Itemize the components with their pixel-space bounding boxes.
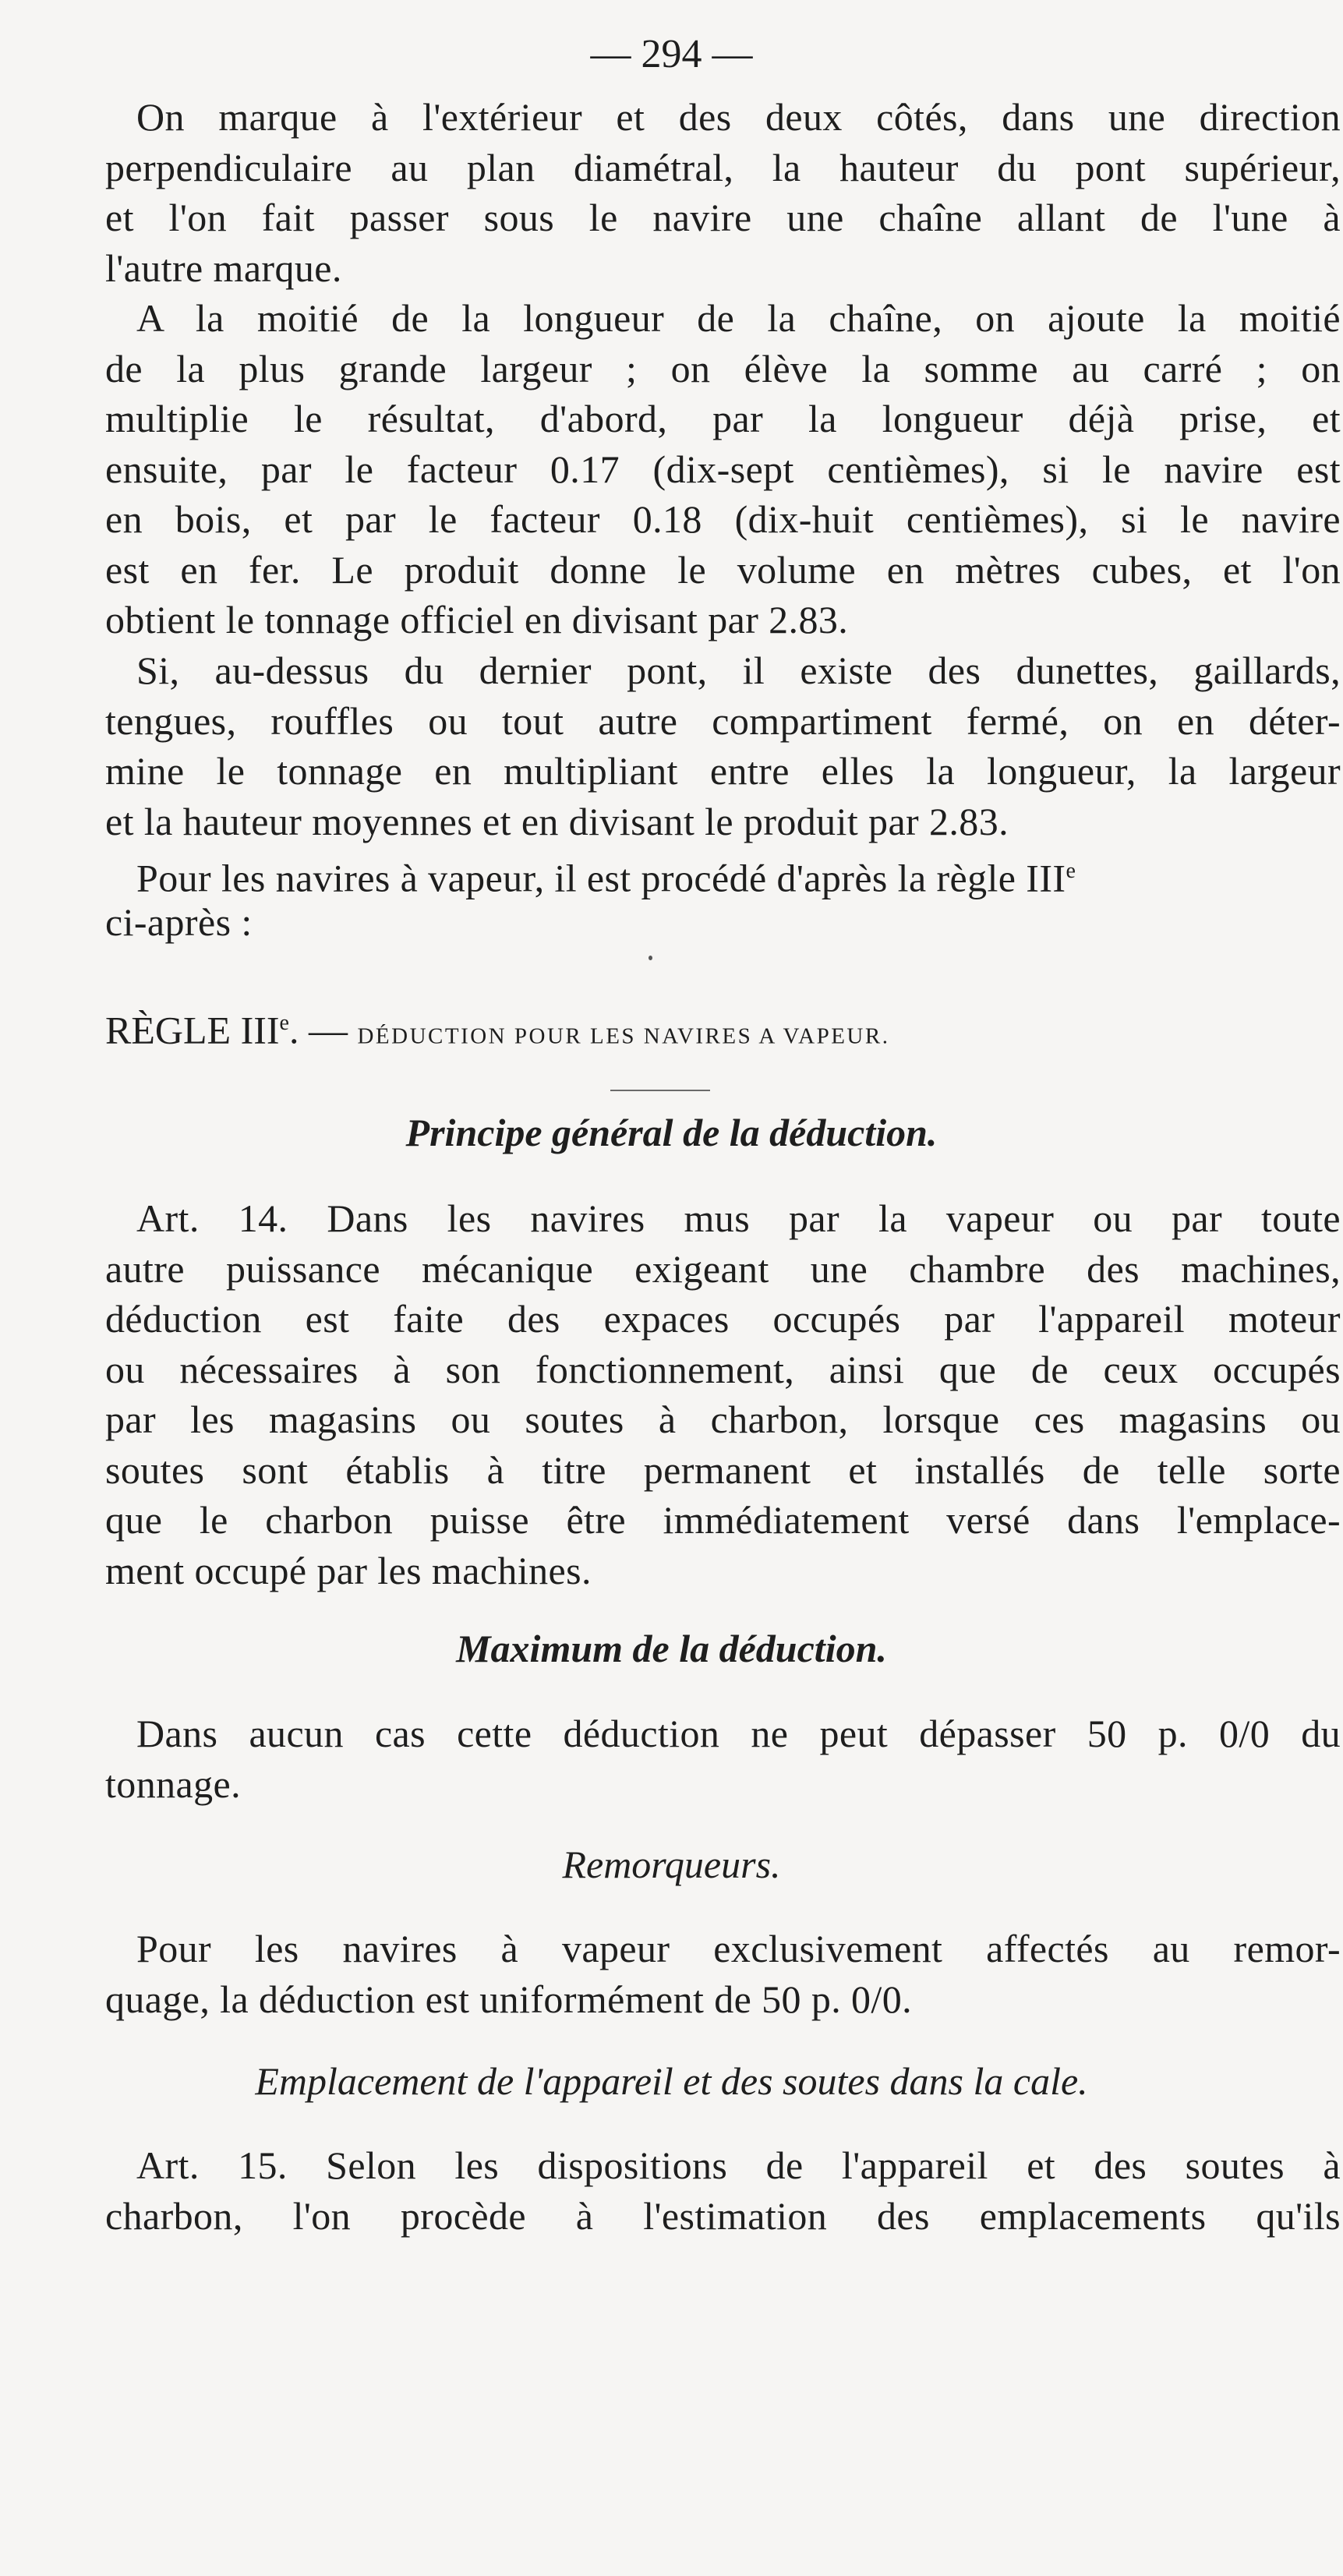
text-line: autre puissance mécanique exigeant une chambre des machines,	[105, 1246, 1341, 1291]
text-line	[105, 846, 1341, 900]
rule-heading-dash: . —	[288, 1008, 358, 1052]
paragraph-tonnage-formula	[105, 293, 1341, 645]
rule-heading-prefix: RÈGLE III	[105, 1008, 280, 1052]
text-line-main: Pour les navires à vapeur, il est procédé d'après la règle III	[136, 856, 1066, 900]
text-line: A la moitié de la longueur de la chaîne, on ajoute la moitié	[136, 296, 1341, 340]
text-line: tengues, rouffles ou tout autre compartiment fermé, on en déter-	[105, 698, 1341, 743]
rule-heading	[105, 998, 889, 1062]
text-line: obtient le tonnage officiel en divisant par 2.83.	[105, 598, 849, 641]
section-heading: Principe général de la déduction.	[405, 1111, 938, 1154]
section-heading: Emplacement de l'appareil et des soutes dans la cale.	[255, 2059, 1088, 2103]
page-number: — 294 —	[590, 32, 753, 76]
text-line: et la hauteur moyennes et en divisant le produit par 2.83.	[105, 799, 1009, 843]
text-line: et l'on fait passer sous le navire une chaîne allant de l'une à	[105, 196, 1341, 239]
text-line: par les magasins ou soutes à charbon, lorsque ces magasins ou	[105, 1398, 1341, 1441]
text-line: ensuite, par le facteur 0.17 (dix-sept centièmes), si le navire est	[105, 447, 1341, 491]
paragraph-art-14	[105, 1193, 1341, 1595]
text-line: ci-après :	[105, 899, 253, 944]
text-line: tonnage.	[105, 1762, 241, 1806]
superscript: e	[279, 1011, 289, 1035]
section-heading: Maximum de la déduction.	[456, 1627, 887, 1670]
superscript: e	[1066, 859, 1076, 883]
text-line: l'autre marque.	[105, 246, 342, 290]
text-line: ment occupé par les machines.	[105, 1548, 592, 1592]
text-line: multiplie le résultat, d'abord, par la longueur déjà prise, et	[105, 397, 1341, 440]
separator-rule	[610, 1090, 710, 1091]
paragraph-maximum	[105, 1708, 1341, 1809]
rule-heading-subtitle: DÉDUCTION POUR LES NAVIRES A VAPEUR.	[357, 1023, 890, 1049]
text-line: On marque à l'extérieur et des deux côtés, dans une direction	[136, 95, 1341, 139]
text-line: Pour les navires à vapeur exclusivement affectés au remor-	[136, 1927, 1341, 1970]
paragraph-tugs	[105, 1924, 1341, 2024]
paragraph-art-15	[105, 2140, 1341, 2241]
text-line: de la plus grande largeur ; on élève la somme au carré ; on	[105, 346, 1341, 390]
text-line: Dans aucun cas cette déduction ne peut dépasser 50 p. 0/0 du	[136, 1712, 1341, 1755]
text-line: est en fer. Le produit donne le volume en mètres cubes, et l'on	[105, 547, 1341, 592]
paragraph-steamers-intro	[105, 846, 1341, 947]
text-line: ou nécessaires à son fonctionnement, ainsi que de ceux occupés	[105, 1347, 1341, 1391]
text-line: Si, au-dessus du dernier pont, il existe des dunettes, gaillards,	[136, 648, 1341, 692]
text-line: charbon, l'on procède à l'estimation des emplacements qu'ils	[105, 2193, 1341, 2238]
text-line: perpendiculaire au plan diamétral, la hauteur du pont supérieur,	[105, 145, 1341, 189]
text-line: déduction est faite des expaces occupés par l'appareil moteur	[105, 1297, 1341, 1341]
paragraph-upper-compartments	[105, 645, 1341, 846]
text-line: Art. 15. Selon les dispositions de l'appareil et des soutes à	[136, 2143, 1341, 2187]
ink-speck	[649, 956, 652, 960]
text-line: mine le tonnage en multipliant entre elles la longueur, la largeur	[105, 749, 1341, 793]
text-line: quage, la déduction est uniformément de 50 p. 0/0.	[105, 1977, 913, 2021]
text-line: que le charbon puisse être immédiatement versé dans l'emplace-	[105, 1498, 1341, 1542]
text-line: soutes sont établis à titre permanent et installés de telle sorte	[105, 1447, 1341, 1492]
text-line: en bois, et par le facteur 0.18 (dix-huit centièmes), si le navire	[105, 497, 1341, 541]
section-heading: Remorqueurs.	[562, 1843, 781, 1886]
text-line: Art. 14. Dans les navires mus par la vapeur ou par toute	[136, 1196, 1341, 1240]
paragraph-chain-measure	[105, 92, 1341, 293]
